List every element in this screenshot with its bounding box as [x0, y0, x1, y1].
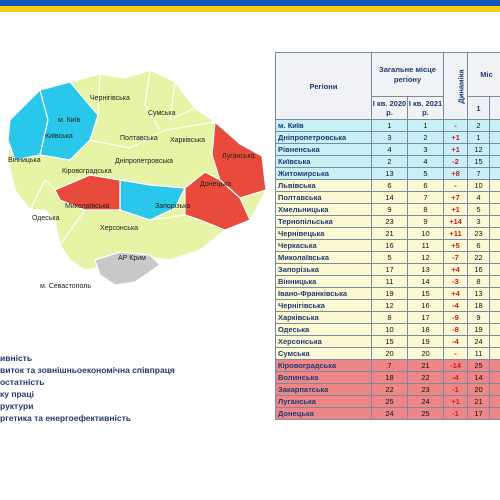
place-2020-cell: 8 — [372, 312, 408, 324]
table-row — [276, 336, 500, 348]
sub-col-1-cell: 16 — [468, 264, 490, 276]
region-cell: Сумська — [276, 348, 372, 360]
region-cell: Київська — [276, 156, 372, 168]
sub-col-2-cell — [490, 216, 500, 228]
map-label-kirovohradska: Кіровоградська — [62, 168, 112, 175]
place-2020-cell: 22 — [372, 384, 408, 396]
place-2020-cell: 12 — [372, 300, 408, 312]
legend-item: ивність — [0, 353, 33, 363]
sub-col-1-cell: 11 — [468, 348, 490, 360]
region-cell: Житомирська — [276, 168, 372, 180]
sub-col-2-cell — [490, 144, 500, 156]
dynamics-cell: -14 — [444, 360, 468, 372]
place-2020-cell: 11 — [372, 276, 408, 288]
dynamics-cell: +14 — [444, 216, 468, 228]
sub-col-2-cell — [490, 204, 500, 216]
sub-col-1-cell: 19 — [468, 324, 490, 336]
sub-col-1-cell: 21 — [468, 396, 490, 408]
place-2021-cell: 25 — [408, 408, 444, 420]
region-cell: Черкаська — [276, 240, 372, 252]
region-cell: Одеська — [276, 324, 372, 336]
sub-col-2-cell — [490, 264, 500, 276]
map-label-vinnytska: Вінницька — [8, 157, 41, 164]
ukraine-map-svg — [0, 60, 275, 300]
table-row — [276, 168, 500, 180]
sub-col-1-cell: 23 — [468, 228, 490, 240]
table-row — [276, 360, 500, 372]
table-row — [276, 324, 500, 336]
dynamics-cell: +5 — [444, 240, 468, 252]
dynamics-cell: +8 — [444, 168, 468, 180]
sub-col-1-cell: 25 — [468, 360, 490, 372]
map-label-sumska: Сумська — [148, 110, 176, 117]
place-2021-cell: 13 — [408, 264, 444, 276]
sub-col-2-cell — [490, 300, 500, 312]
sub-col-2-cell — [490, 228, 500, 240]
place-2021-cell: 22 — [408, 372, 444, 384]
place-2020-cell: 9 — [372, 204, 408, 216]
legend — [0, 352, 270, 424]
place-2020-cell: 3 — [372, 132, 408, 144]
region-cell: Запорізька — [276, 264, 372, 276]
place-2021-cell: 14 — [408, 276, 444, 288]
map-label-khersonska: Херсонська — [100, 225, 139, 232]
table-row — [276, 312, 500, 324]
header-regions: Регіони — [276, 53, 372, 120]
table-row — [276, 228, 500, 240]
sub-col-1-cell: 20 — [468, 384, 490, 396]
sub-col-2-cell — [490, 396, 500, 408]
place-2021-cell: 11 — [408, 240, 444, 252]
sub-col-2-cell — [490, 276, 500, 288]
flag-stripe — [0, 0, 500, 12]
place-2020-cell: 25 — [372, 396, 408, 408]
legend-item: ргетика та енергоефективність — [0, 413, 131, 423]
map-label-ar-krym: АР Крим — [118, 255, 146, 262]
sub-col-1-cell: 14 — [468, 372, 490, 384]
region-cell: Полтавська — [276, 192, 372, 204]
sub-col-1-cell: 17 — [468, 408, 490, 420]
sub-col-2-cell — [490, 120, 500, 132]
header-dynamics — [444, 53, 468, 120]
header-place-cut: Міс — [468, 53, 500, 97]
legend-item: виток та зовнішньоекономічна співпраця — [0, 365, 175, 375]
place-2021-cell: 6 — [408, 180, 444, 192]
region-cell: Луганська — [276, 396, 372, 408]
sub-col-2-cell — [490, 324, 500, 336]
header-q1-2021: І кв. 2021 р. — [408, 97, 444, 120]
place-2021-cell: 2 — [408, 132, 444, 144]
table-row — [276, 132, 500, 144]
sub-col-1-cell: 3 — [468, 216, 490, 228]
place-2020-cell: 1 — [372, 120, 408, 132]
dynamics-cell: +1 — [444, 204, 468, 216]
sub-col-2-cell — [490, 312, 500, 324]
sub-col-1-cell: 15 — [468, 156, 490, 168]
place-2021-cell: 23 — [408, 384, 444, 396]
region-cell: Миколаївська — [276, 252, 372, 264]
table-row — [276, 264, 500, 276]
header-sub-col-1: 1 — [468, 97, 490, 120]
table-row — [276, 252, 500, 264]
sub-col-2-cell — [490, 360, 500, 372]
place-2021-cell: 17 — [408, 312, 444, 324]
sub-col-2-cell — [490, 168, 500, 180]
place-2020-cell: 19 — [372, 288, 408, 300]
dynamics-cell: -1 — [444, 384, 468, 396]
place-2020-cell: 2 — [372, 156, 408, 168]
region-cell: Харківська — [276, 312, 372, 324]
dynamics-cell: +11 — [444, 228, 468, 240]
place-2021-cell: 3 — [408, 144, 444, 156]
sub-col-1-cell: 2 — [468, 120, 490, 132]
place-2020-cell: 4 — [372, 144, 408, 156]
region-cell: Рівненська — [276, 144, 372, 156]
header-sub-col-2 — [490, 97, 500, 120]
dynamics-cell: -2 — [444, 156, 468, 168]
sub-col-1-cell: 10 — [468, 180, 490, 192]
sub-col-2-cell — [490, 156, 500, 168]
region-cell: Чернігівська — [276, 300, 372, 312]
sub-col-1-cell: 13 — [468, 288, 490, 300]
sub-col-1-cell: 4 — [468, 192, 490, 204]
sub-col-1-cell: 8 — [468, 276, 490, 288]
table-row — [276, 384, 500, 396]
map-label-poltavska: Полтавська — [120, 135, 158, 142]
dynamics-cell: -4 — [444, 372, 468, 384]
dynamics-cell: +4 — [444, 288, 468, 300]
map-label-sevastopol: м. Севастополь — [40, 283, 91, 290]
ranking-table — [275, 52, 500, 420]
sub-col-1-cell: 22 — [468, 252, 490, 264]
ranking-table-body — [276, 120, 500, 420]
dynamics-cell: -3 — [444, 276, 468, 288]
place-2020-cell: 5 — [372, 252, 408, 264]
table-row — [276, 216, 500, 228]
dynamics-cell: +1 — [444, 144, 468, 156]
place-2020-cell: 6 — [372, 180, 408, 192]
region-cell: Кіровоградська — [276, 360, 372, 372]
sub-col-2-cell — [490, 288, 500, 300]
legend-item: руктури — [0, 401, 34, 411]
region-cell: Львівська — [276, 180, 372, 192]
region-cell: Волинська — [276, 372, 372, 384]
ukraine-map — [0, 60, 275, 300]
place-2021-cell: 19 — [408, 336, 444, 348]
dynamics-cell: -7 — [444, 252, 468, 264]
sub-col-1-cell: 12 — [468, 144, 490, 156]
sub-col-2-cell — [490, 348, 500, 360]
table-row — [276, 180, 500, 192]
flag-stripe-yellow — [0, 6, 500, 12]
sub-col-2-cell — [490, 372, 500, 384]
place-2020-cell: 18 — [372, 372, 408, 384]
region-cell: м. Київ — [276, 120, 372, 132]
table-row — [276, 300, 500, 312]
table-row — [276, 288, 500, 300]
region-cell: Івано-Франківська — [276, 288, 372, 300]
place-2021-cell: 7 — [408, 192, 444, 204]
sub-col-2-cell — [490, 180, 500, 192]
sub-col-1-cell: 18 — [468, 300, 490, 312]
place-2021-cell: 10 — [408, 228, 444, 240]
dynamics-cell: +1 — [444, 396, 468, 408]
map-label-odeska: Одеська — [32, 215, 60, 222]
dynamics-cell: +7 — [444, 192, 468, 204]
sub-col-2-cell — [490, 252, 500, 264]
place-2021-cell: 20 — [408, 348, 444, 360]
place-2020-cell: 23 — [372, 216, 408, 228]
map-label-mykolaivska: Миколаївська — [65, 203, 110, 210]
sub-col-1-cell: 6 — [468, 240, 490, 252]
place-2020-cell: 21 — [372, 228, 408, 240]
map-label-donetska: Донецька — [200, 181, 232, 188]
place-2020-cell: 17 — [372, 264, 408, 276]
map-label-dnipropetrovska: Дніпропетровська — [115, 158, 174, 165]
place-2020-cell: 7 — [372, 360, 408, 372]
map-label-kyivska: Київська — [45, 133, 73, 140]
region-cell: Вінницька — [276, 276, 372, 288]
region-cell: Хмельницька — [276, 204, 372, 216]
sub-col-2-cell — [490, 384, 500, 396]
place-2021-cell: 12 — [408, 252, 444, 264]
place-2021-cell: 8 — [408, 204, 444, 216]
place-2021-cell: 15 — [408, 288, 444, 300]
map-label-zaporizka: Запорізька — [155, 203, 191, 210]
dynamics-cell: +4 — [444, 264, 468, 276]
region-cell: Тернопільська — [276, 216, 372, 228]
sub-col-1-cell: 7 — [468, 168, 490, 180]
sub-col-2-cell — [490, 192, 500, 204]
sub-col-1-cell: 24 — [468, 336, 490, 348]
table-row — [276, 276, 500, 288]
region-cell: Дніпропетровська — [276, 132, 372, 144]
sub-col-2-cell — [490, 132, 500, 144]
region-cell: Закарпатська — [276, 384, 372, 396]
place-2021-cell: 4 — [408, 156, 444, 168]
dynamics-cell: -9 — [444, 312, 468, 324]
map-label-luhanska: Луганська — [222, 153, 255, 160]
table-row — [276, 156, 500, 168]
dynamics-cell: +1 — [444, 132, 468, 144]
place-2021-cell: 9 — [408, 216, 444, 228]
place-2021-cell: 16 — [408, 300, 444, 312]
table-row — [276, 408, 500, 420]
sub-col-2-cell — [490, 408, 500, 420]
legend-item: остатність — [0, 377, 45, 387]
region-cell: Чернівецька — [276, 228, 372, 240]
header-q1-2020: І кв. 2020 р. — [372, 97, 408, 120]
dynamics-cell: -8 — [444, 324, 468, 336]
map-label-m-kyiv: м. Київ — [58, 117, 81, 124]
place-2021-cell: 1 — [408, 120, 444, 132]
map-label-chernihivska: Чернігівська — [90, 95, 130, 102]
sub-col-1-cell: 5 — [468, 204, 490, 216]
sub-col-2-cell — [490, 336, 500, 348]
place-2020-cell: 15 — [372, 336, 408, 348]
map-label-kharkivska: Харківська — [170, 137, 205, 144]
region-cell: Херсонська — [276, 336, 372, 348]
sub-col-1-cell: 9 — [468, 312, 490, 324]
place-2020-cell: 16 — [372, 240, 408, 252]
place-2020-cell: 24 — [372, 408, 408, 420]
sub-col-1-cell: 1 — [468, 132, 490, 144]
place-2020-cell: 14 — [372, 192, 408, 204]
legend-item: ку праці — [0, 389, 34, 399]
table-row — [276, 348, 500, 360]
header-overall-place: Загальне місце регіону — [372, 53, 444, 97]
place-2021-cell: 5 — [408, 168, 444, 180]
region-cell: Донецька — [276, 408, 372, 420]
place-2020-cell: 13 — [372, 168, 408, 180]
place-2021-cell: 21 — [408, 360, 444, 372]
dynamics-cell: -1 — [444, 408, 468, 420]
table-row — [276, 120, 500, 132]
table-row — [276, 192, 500, 204]
place-2020-cell: 10 — [372, 324, 408, 336]
table-row — [276, 144, 500, 156]
table-row — [276, 240, 500, 252]
place-2020-cell: 20 — [372, 348, 408, 360]
place-2021-cell: 18 — [408, 324, 444, 336]
header-dynamics-label: Динаміка — [456, 68, 466, 104]
dynamics-cell: -4 — [444, 336, 468, 348]
dynamics-cell: - — [444, 120, 468, 132]
dynamics-cell: -4 — [444, 300, 468, 312]
sub-col-2-cell — [490, 240, 500, 252]
dynamics-cell: - — [444, 180, 468, 192]
dynamics-cell: - — [444, 348, 468, 360]
table-row — [276, 204, 500, 216]
place-2021-cell: 24 — [408, 396, 444, 408]
table-row — [276, 372, 500, 384]
table-row — [276, 396, 500, 408]
